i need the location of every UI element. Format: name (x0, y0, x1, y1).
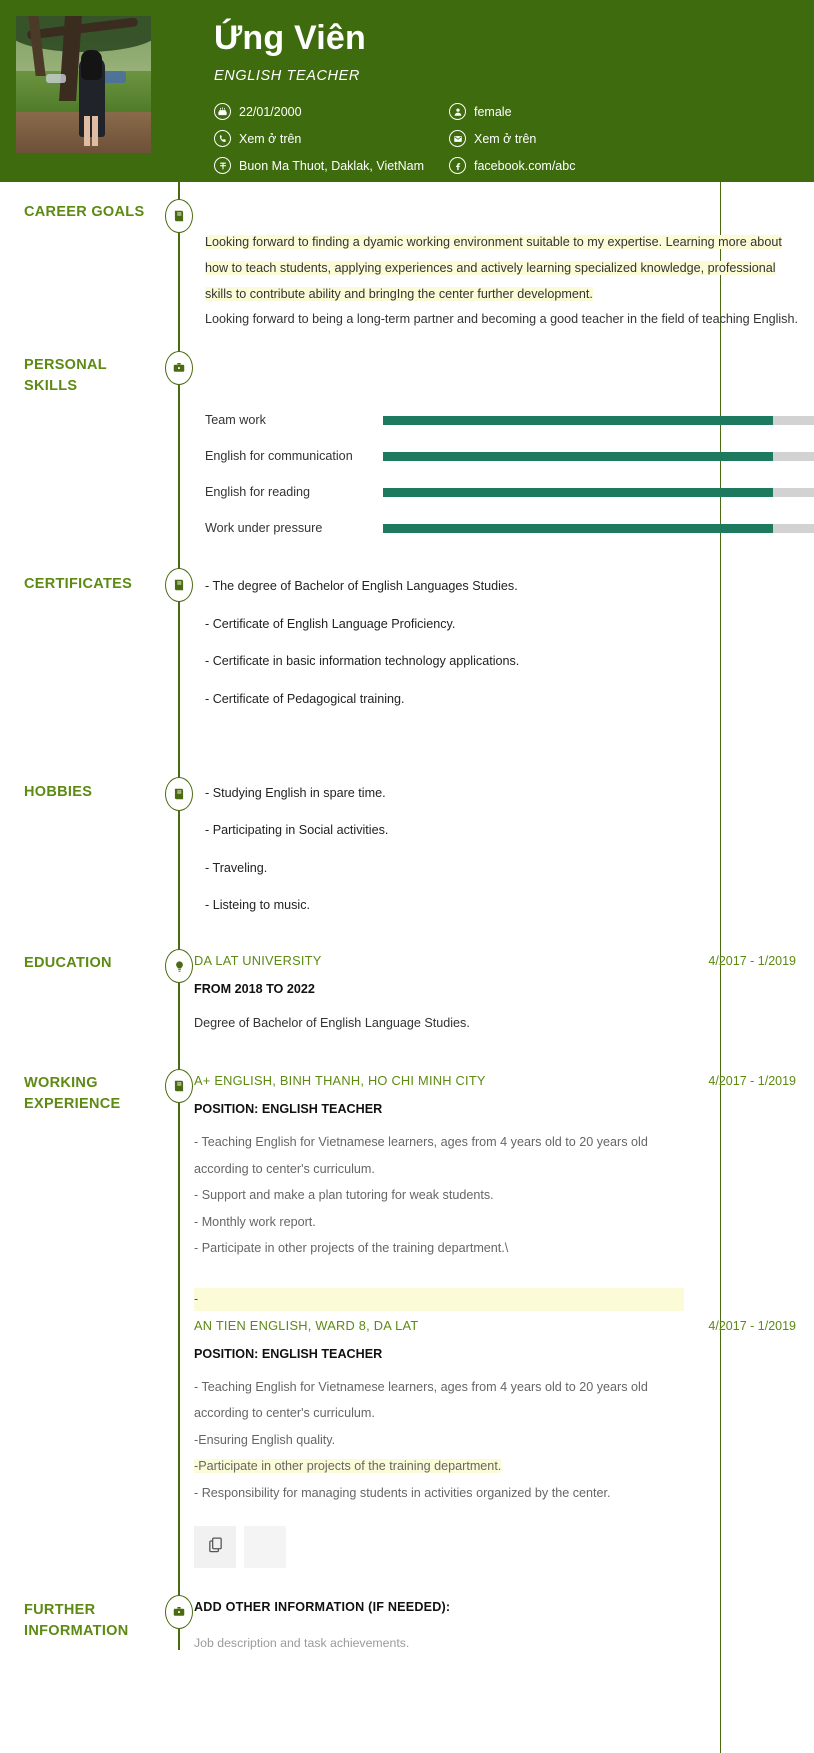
job-date: 4/2017 - 1/2019 (708, 1074, 796, 1088)
list-item: - Studying English in spare time. (205, 785, 386, 800)
section-further-information (0, 1568, 814, 1650)
further-information-heading: ADD OTHER INFORMATION (IF NEEDED): (194, 1600, 451, 1615)
job-duty-line-highlighted (194, 1453, 804, 1479)
job-highlighted-blank-line: - (194, 1288, 684, 1311)
contact-birthday (214, 103, 449, 120)
section-title-hobbies: HOBBIES (24, 783, 93, 800)
contact-email-value: Xem ở trên (474, 131, 537, 146)
lightbulb-icon (165, 949, 193, 983)
resume-header (0, 0, 814, 182)
section-title-line2: SKILLS (24, 378, 78, 395)
briefcase-icon (165, 351, 193, 385)
skill-row (205, 474, 804, 510)
book-icon (165, 568, 193, 602)
section-hobbies (0, 725, 814, 931)
section-title-line1: PERSONAL (24, 357, 107, 374)
contact-grid (214, 103, 684, 174)
education-org: DA LAT UNIVERSITY (194, 953, 322, 968)
book-icon (165, 199, 193, 233)
job-duty-line: - Support and make a plan tutoring for weak students. (194, 1188, 494, 1203)
job-entry-head (194, 1318, 804, 1333)
skill-label: Work under pressure (205, 521, 323, 536)
envelope-icon (449, 130, 466, 147)
job-position: POSITION: ENGLISH TEACHER (194, 1346, 383, 1361)
section-title-line1: FURTHER (24, 1602, 96, 1619)
skill-bar-fill (383, 452, 773, 461)
list-item: - Certificate of Pedagogical training. (205, 692, 405, 707)
section-personal-skills (0, 333, 814, 546)
book-icon (165, 777, 193, 811)
section-education (0, 931, 814, 1030)
job-tool-buttons (194, 1526, 804, 1568)
job-duty-line: - Monthly work report. (194, 1214, 316, 1229)
section-certificates (0, 546, 814, 724)
job-entry (194, 1073, 804, 1311)
list-item: - Traveling. (205, 860, 268, 875)
job-entry-head (194, 1073, 804, 1088)
skill-label: English for communication (205, 449, 353, 464)
contact-email (449, 130, 684, 147)
education-entry-head (194, 953, 804, 968)
skill-bar-fill (383, 524, 773, 533)
resume-body (0, 182, 814, 1650)
contact-gender-value: female (474, 104, 512, 119)
secondary-tool-button[interactable] (244, 1526, 286, 1568)
skill-label: English for reading (205, 485, 311, 500)
job-duty-line: - Participate in other projects of the training department.\ (194, 1241, 509, 1256)
book-icon (165, 1069, 193, 1103)
copy-icon (207, 1536, 224, 1558)
skill-bar-track (383, 416, 814, 425)
education-date: 4/2017 - 1/2019 (708, 954, 796, 968)
avatar (16, 16, 151, 153)
job-duty-line: - Teaching English for Vietnamese learners, ages from 4 years old to 20 years old (194, 1135, 648, 1149)
skill-row (205, 438, 804, 474)
section-title-line2: INFORMATION (24, 1623, 129, 1640)
section-title-certificates: CERTIFICATES (24, 576, 133, 593)
location-icon (214, 157, 231, 174)
contact-birthday-value: 22/01/2000 (239, 104, 302, 119)
job-duty-line: -Ensuring English quality. (194, 1432, 336, 1447)
job-duty-line: - Teaching English for Vietnamese learners, ages from 4 years old to 20 years old (194, 1379, 648, 1394)
job-duty-line: - Responsibility for managing students in activities organized by the center. (194, 1485, 611, 1500)
education-period: FROM 2018 TO 2022 (194, 982, 315, 996)
section-career-goals (0, 182, 814, 333)
section-title-working-experience (0, 1073, 178, 1568)
skill-label: Team work (205, 413, 266, 428)
section-title-education: EDUCATION (24, 955, 112, 971)
list-item: - Certificate in basic information technology applications. (205, 654, 520, 669)
section-title-line1: WORKING (24, 1075, 98, 1091)
copy-button[interactable] (194, 1526, 236, 1568)
contact-phone-value: Xem ở trên (239, 131, 302, 146)
career-goals-highlight-text: Looking forward to finding a dyamic working environment suitable to my expertise. Learning more about how to teach students, applying experiences and actively learning specialized knowledge, professional skills to contribute ability and bringIng the center further development. (205, 235, 782, 301)
section-working-experience (0, 1030, 814, 1568)
job-duty-highlight-text: -Participate in other projects of the training department. (194, 1459, 502, 1474)
skill-row (205, 510, 804, 546)
skill-bar-track (383, 524, 814, 533)
further-information-placeholder: Job description and task achievements. (194, 1636, 410, 1651)
briefcase-icon (165, 1595, 193, 1629)
skill-bar-fill (383, 488, 773, 497)
contact-gender (449, 103, 684, 120)
list-item: - The degree of Bachelor of English Languages Studies. (205, 579, 518, 594)
candidate-role: ENGLISH TEACHER (214, 68, 360, 85)
contact-address-value: Buon Ma Thuot, Daklak, VietNam (239, 158, 425, 173)
phone-icon (214, 130, 231, 147)
job-duty-line: according to center's curriculum. (194, 1406, 375, 1421)
job-org: AN TIEN ENGLISH, WARD 8, DA LAT (194, 1317, 419, 1333)
contact-facebook-value: facebook.com/abc (474, 158, 576, 173)
career-goals-paragraph: Looking forward to being a long-term partner and becoming a good teacher in the field of teaching English. (205, 312, 798, 327)
skill-list (205, 402, 804, 546)
candidate-name: Ứng Viên (214, 19, 366, 57)
job-date: 4/2017 - 1/2019 (708, 1318, 796, 1333)
section-title-further-information (0, 1600, 178, 1650)
job-org: A+ ENGLISH, BINH THANH, HO CHI MINH CITY (194, 1073, 486, 1088)
skill-bar-track (383, 452, 814, 461)
career-goals-highlighted (205, 230, 804, 307)
section-title-line2: EXPERIENCE (24, 1096, 121, 1113)
contact-facebook (449, 157, 684, 174)
contact-address (214, 157, 449, 174)
contact-phone (214, 130, 449, 147)
job-position: POSITION: ENGLISH TEACHER (194, 1102, 383, 1116)
section-title-personal-skills (0, 355, 178, 546)
skill-bar-fill (383, 416, 773, 425)
skill-row (205, 402, 804, 438)
job-entry (194, 1318, 804, 1569)
user-icon (449, 103, 466, 120)
facebook-icon (449, 157, 466, 174)
section-title-career-goals: CAREER GOALS (24, 204, 145, 220)
list-item: - Listeing to music. (205, 898, 310, 913)
list-item: - Certificate of English Language Proficiency. (205, 616, 456, 631)
job-duty-line: according to center's curriculum. (194, 1161, 375, 1176)
education-detail: Degree of Bachelor of English Language Studies. (194, 1016, 470, 1030)
list-item: - Participating in Social activities. (205, 823, 389, 838)
skill-bar-track (383, 488, 814, 497)
birthday-cake-icon (214, 103, 231, 120)
